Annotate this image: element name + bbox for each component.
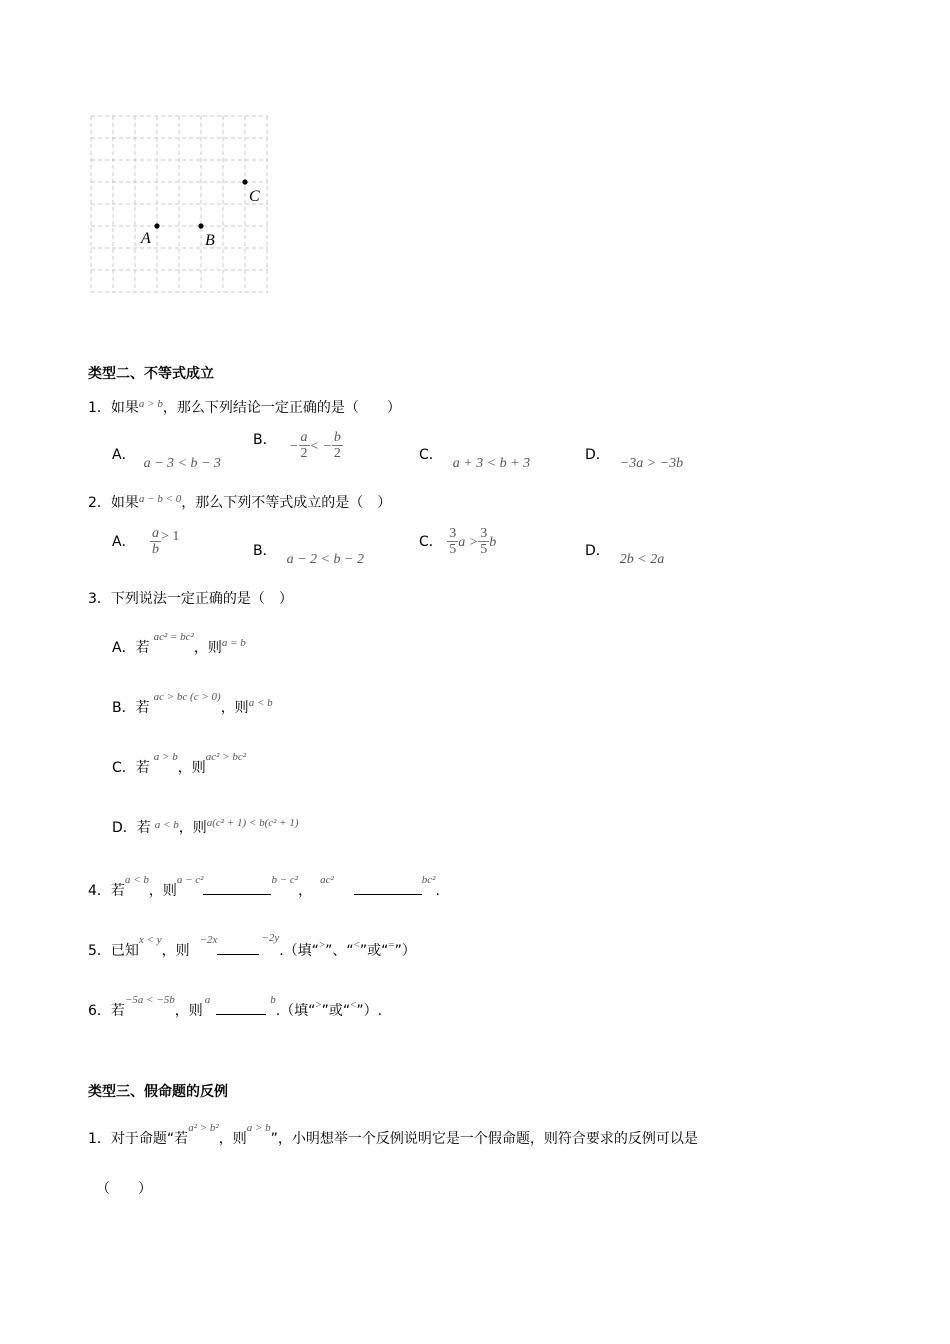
grid-figure (88, 113, 288, 303)
q-text-pre: 已知 (110, 943, 139, 959)
q-condition: a − b < 0 (138, 493, 182, 505)
option-cond: ac > bc (c > 0) (153, 691, 221, 703)
q-then: ，则 (161, 943, 190, 959)
symbol-lt: < (350, 999, 357, 1011)
q-number: 1． (88, 1131, 111, 1147)
q1-option-d[interactable] (585, 447, 684, 471)
expr-1: a (204, 994, 211, 1006)
q1-option-a[interactable] (112, 447, 221, 471)
expr-3: ac² (320, 874, 334, 886)
q-condition: a > b (138, 398, 163, 410)
tail-2: ”或“ (321, 1003, 351, 1019)
separator: ， (298, 883, 313, 899)
q-text: 下列说法一定正确的是（ ） (110, 591, 293, 607)
q3-option-b[interactable] (112, 691, 273, 716)
option-mid: a > (458, 534, 479, 550)
option-result: a(c² + 1) < b(c² + 1) (206, 817, 299, 829)
answer-blank-2[interactable] (354, 882, 422, 895)
question-2-5 (88, 932, 416, 959)
q-condition: a² > b² (188, 1122, 219, 1134)
frac-den: 2 (333, 446, 341, 462)
frac-num: b (333, 430, 341, 445)
q-text-pre: 若 (110, 883, 125, 899)
tail-1: .（填“ (275, 1003, 316, 1019)
option-end: b (489, 534, 497, 550)
q1-option-b[interactable] (253, 430, 343, 472)
option-label: C．若 (112, 760, 150, 776)
tail-1: .（填“ (279, 943, 319, 959)
question-2-3 (88, 592, 293, 606)
question-2-1 (88, 398, 401, 416)
tail-2: ”、“ (325, 943, 354, 959)
point-b-label: B (205, 232, 215, 249)
expr-4: bc² (421, 874, 436, 886)
question-2-4 (88, 874, 440, 899)
option-result: ac² > bc² (205, 751, 247, 763)
option-label: B． (253, 543, 277, 559)
frac-den: 5 (449, 542, 457, 558)
option-label: A． (112, 447, 136, 463)
option-then: ，则 (178, 820, 207, 836)
q2-option-c[interactable] (419, 526, 496, 570)
question-2-6 (88, 994, 383, 1019)
question-2-2 (88, 493, 392, 511)
q-condition: a < b (124, 874, 149, 886)
q-result: a > b (246, 1122, 271, 1134)
symbol-lt: < (353, 939, 360, 951)
point-c (242, 179, 247, 184)
question-3-1 (88, 1122, 698, 1147)
q1-option-c[interactable] (419, 447, 531, 471)
question-3-1-paren: （ ） (96, 1181, 152, 1197)
tail-3: ”或“ (359, 943, 389, 959)
answer-blank[interactable] (217, 942, 259, 955)
option-mid: < − (309, 438, 332, 454)
q-number: 2． (88, 495, 111, 511)
option-label: D． (585, 543, 610, 559)
minus-sign: − (289, 438, 299, 454)
section2-heading: 类型二、不等式成立 (88, 366, 214, 382)
frac-num: 3 (449, 526, 457, 541)
q-condition: x < y (138, 934, 162, 946)
q-number: 6． (88, 1003, 111, 1019)
expr-2: b (270, 994, 276, 1006)
option-expr: −3a > −3b (619, 456, 684, 471)
option-rest: > 1 (161, 528, 180, 544)
expr-2: −2y (261, 932, 280, 944)
symbol-gt: > (318, 939, 326, 951)
expr-1: −2x (199, 934, 218, 946)
option-cond: a > b (153, 751, 178, 763)
q3-option-a[interactable] (112, 631, 246, 656)
point-a (154, 223, 159, 228)
q-text-pre: 如果 (110, 400, 139, 416)
option-label: A．若 (112, 640, 150, 656)
option-label: D． (585, 447, 610, 463)
q3-option-d[interactable] (112, 817, 299, 836)
option-expr: a − 2 < b − 2 (286, 552, 364, 567)
section3-heading: 类型三、假命题的反例 (88, 1084, 228, 1100)
option-label: C． (419, 533, 443, 550)
q3-option-c[interactable] (112, 751, 247, 776)
q-text-post: ”，小明想举一个反例说明它是一个假命题，则符合要求的反例可以是 (270, 1131, 698, 1147)
point-a-label: A (141, 230, 151, 247)
option-expr: a + 3 < b + 3 (452, 456, 531, 471)
option-label: A． (112, 533, 136, 550)
option-label: C． (419, 447, 443, 463)
frac-den: 2 (300, 446, 308, 462)
option-then: ，则 (220, 700, 249, 716)
q-then: ，则 (218, 1131, 247, 1147)
q2-option-b[interactable] (253, 543, 364, 567)
q-number: 5． (88, 943, 111, 959)
q-number: 4． (88, 883, 111, 899)
option-expr: a − 3 < b − 3 (143, 456, 221, 471)
point-b (198, 223, 203, 228)
tail-4: ”） (394, 943, 416, 959)
q-text-pre: 如果 (110, 495, 139, 511)
q2-option-a[interactable] (112, 526, 179, 570)
point-c-label: C (249, 188, 260, 205)
option-label: D．若 (112, 820, 151, 836)
q-number: 3． (88, 591, 111, 607)
option-label: B． (253, 431, 277, 448)
end-mark: . (435, 883, 440, 899)
symbol-eq: = (388, 939, 395, 951)
option-result: a = b (221, 637, 246, 649)
frac-den: 5 (480, 542, 488, 558)
frac-num: a (300, 430, 308, 445)
symbol-gt: > (315, 999, 322, 1011)
expr-1: a − c² (176, 874, 204, 886)
option-expr: 2b < 2a (619, 552, 665, 567)
option-then: ，则 (177, 760, 206, 776)
q-text-post: ，那么下列结论一定正确的是（ ） (162, 400, 401, 416)
q-text-pre: 对于命题“若 (110, 1131, 189, 1147)
q-then: ，则 (174, 1003, 203, 1019)
option-label: B．若 (112, 700, 150, 716)
option-then: ，则 (193, 640, 222, 656)
frac-num: a (152, 526, 160, 541)
option-result: a < b (248, 697, 273, 709)
q-text-pre: 若 (110, 1003, 125, 1019)
q-text-post: ，那么下列不等式成立的是（ ） (181, 495, 392, 511)
q-condition: −5a < −5b (124, 994, 175, 1006)
answer-blank-1[interactable] (203, 882, 271, 895)
frac-num: 3 (480, 526, 488, 541)
frac-den: b (152, 542, 160, 558)
q-number: 1． (88, 400, 111, 416)
expr-2: b − c² (271, 874, 299, 886)
q2-option-d[interactable] (585, 543, 665, 567)
option-cond: a < b (154, 819, 179, 831)
q-then: ，则 (148, 883, 177, 899)
tail-3: ”）. (356, 1003, 383, 1019)
option-cond: ac² = bc² (153, 631, 194, 643)
answer-blank[interactable] (216, 1002, 266, 1015)
